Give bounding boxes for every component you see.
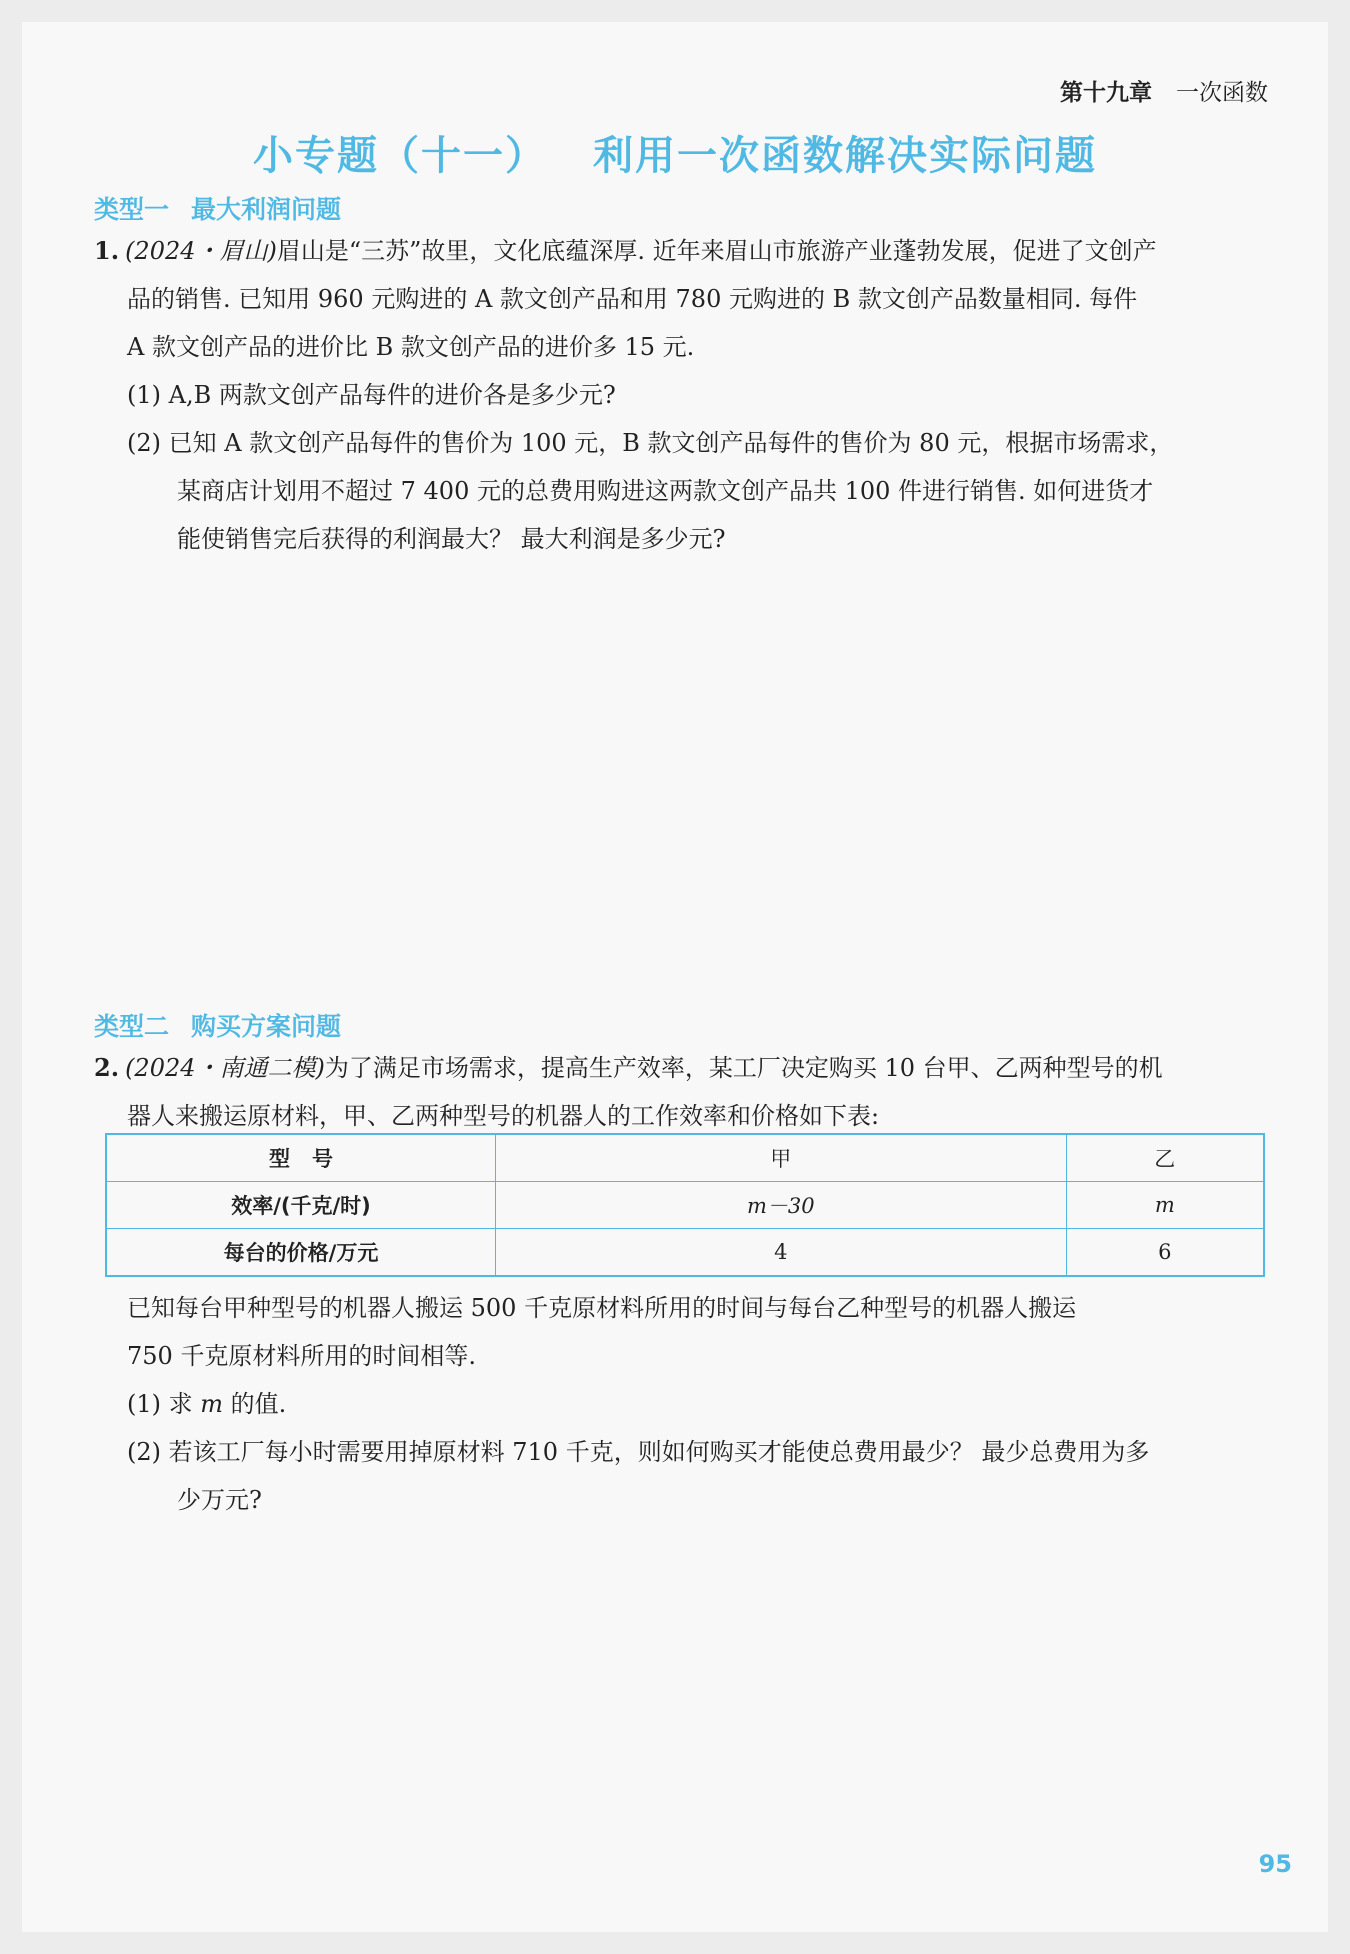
question-1	[94, 227, 1294, 563]
title-left: 小专题（十一）	[253, 132, 547, 179]
q1-line-1: 1. (2024・眉山)眉山是“三苏”故里，文化底蕴深厚. 近年来眉山市旅游产业蓬勃发展，促进了文创产	[94, 236, 1157, 265]
q1-sub-1: (1) A,B 两款文创产品每件的进价各是多少元?	[127, 381, 616, 409]
running-header	[1060, 74, 1268, 107]
q1-line-3: A 款文创产品的进价比 B 款文创产品的进价多 15 元.	[127, 333, 695, 361]
row-label-price: 每台的价格/万元	[106, 1229, 496, 1277]
section-type: 类型二	[94, 1012, 170, 1041]
page	[22, 22, 1328, 1932]
page-title	[22, 124, 1328, 181]
header-cell: 型 号	[106, 1134, 496, 1182]
q1-number: 1.	[94, 236, 120, 265]
chapter-label: 第十九章	[1060, 80, 1152, 106]
cell-efficiency-yi: m	[1066, 1182, 1264, 1229]
q2-after-line-2: 750 千克原材料所用的时间相等.	[127, 1342, 477, 1370]
table-row	[106, 1134, 1264, 1182]
q1-sub-2-line-1: (2) 已知 A 款文创产品每件的售价为 100 元，B 款文创产品每件的售价为 80 元，根据市场需求，	[127, 429, 1174, 457]
row-label-efficiency: 效率/(千克/时)	[106, 1182, 496, 1229]
q2-source: (2024・南通二模)	[125, 1054, 325, 1082]
title-right: 利用一次函数解决实际问题	[593, 132, 1097, 179]
question-2-continued	[127, 1284, 1307, 1524]
q2-sub-2-line-1: (2) 若该工厂每小时需要用掉原材料 710 千克，则如何购买才能使总费用最少？ 最少总费用为多	[127, 1438, 1150, 1466]
section-name: 最大利润问题	[191, 195, 342, 224]
cell-price-yi: 6	[1066, 1229, 1264, 1277]
chapter-topic: 一次函数	[1176, 80, 1268, 106]
section-heading-1	[94, 190, 341, 226]
page-number: 95	[1258, 1850, 1292, 1878]
question-2	[94, 1044, 1294, 1140]
q2-line-1: 2. (2024・南通二模)为了满足市场需求，提高生产效率，某工厂决定购买 10 台甲、乙两种型号的机	[94, 1053, 1163, 1082]
q1-line-2: 品的销售. 已知用 960 元购进的 A 款文创产品和用 780 元购进的 B 款文创产品数量相同. 每件	[127, 285, 1138, 313]
cell-efficiency-jia: m－30	[496, 1182, 1067, 1229]
section-type: 类型一	[94, 195, 170, 224]
q2-sub-2-line-2: 少万元?	[177, 1486, 262, 1514]
q2-number: 2.	[94, 1053, 120, 1082]
q1-source: (2024・眉山)	[125, 237, 277, 265]
q1-sub-2-line-2: 某商店计划用不超过 7 400 元的总费用购进这两款文创产品共 100 件进行销售. 如何进货才	[177, 477, 1154, 505]
col-yi: 乙	[1066, 1134, 1264, 1182]
section-name: 购买方案问题	[191, 1012, 342, 1041]
q2-line-2: 器人来搬运原材料，甲、乙两种型号的机器人的工作效率和价格如下表:	[127, 1102, 880, 1130]
cell-price-jia: 4	[496, 1229, 1067, 1277]
q2-sub-1: (1) 求 m 的值.	[127, 1390, 287, 1418]
q2-after-line-1: 已知每台甲种型号的机器人搬运 500 千克原材料所用的时间与每台乙种型号的机器人搬运	[127, 1294, 1077, 1322]
section-heading-2	[94, 1007, 341, 1043]
col-jia: 甲	[496, 1134, 1067, 1182]
robot-spec-table	[105, 1133, 1265, 1277]
q1-sub-2-line-3: 能使销售完后获得的利润最大？ 最大利润是多少元?	[177, 525, 726, 553]
table-row	[106, 1229, 1264, 1277]
table-row	[106, 1182, 1264, 1229]
